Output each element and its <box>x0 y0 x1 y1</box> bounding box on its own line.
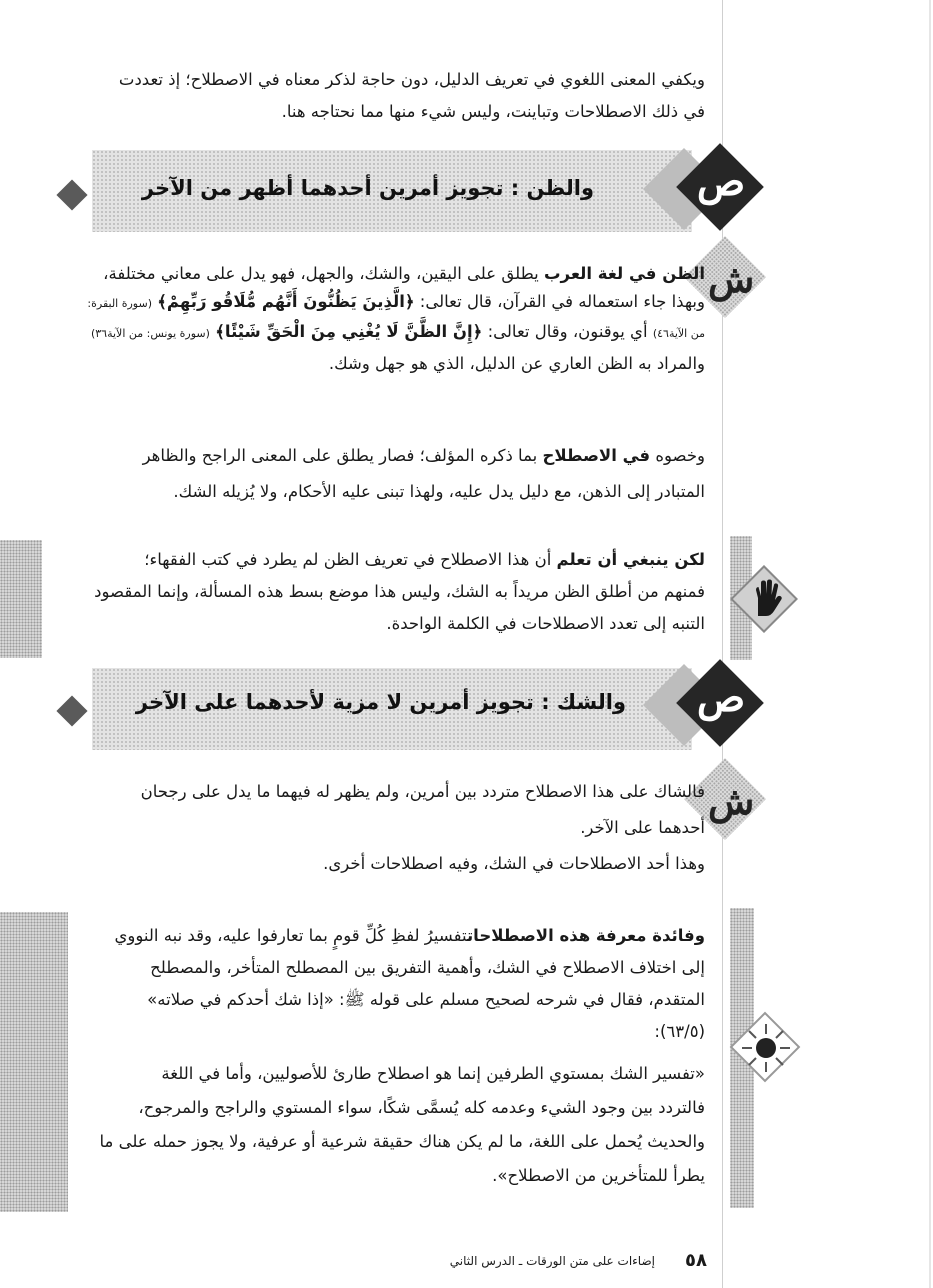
sun-icon <box>738 1020 794 1076</box>
dhann-term-line-2: المتبادر إلى الذهن، مع دليل يدل عليه، ولهذا تبنى عليه الأحكام، ولا يُزيله الشك. <box>173 482 705 501</box>
dhann-term-lead: في الاصطلاح <box>542 446 651 465</box>
running-title: إضاءات على متن الورقات ـ الدرس الثاني <box>449 1254 655 1268</box>
note-line-3: التنبه إلى تعدد الاصطلاحات في الكلمة الواحدة. <box>386 614 705 633</box>
dhann-lang-line-3 <box>85 324 705 356</box>
dhann-lang-line-2 <box>85 294 705 324</box>
band-end-diamond-1 <box>56 179 87 210</box>
benefit-side-strip <box>0 912 68 1212</box>
dhann-lang-line-1-text: يطلق على اليقين، والشك، والجهل، فهو يدل على معاني مختلفة، <box>103 264 539 283</box>
quran-ref-1a: (سورة البقرة: <box>87 297 152 310</box>
hand-icon <box>746 578 786 620</box>
benefit-paragraph <box>85 928 705 1185</box>
intro-line-2: في ذلك الاصطلاحات وتباينت، وليس شيء منها مما نحتاجه هنا. <box>281 102 705 121</box>
shakk-line-2: أحدهما على الآخر. <box>580 818 705 837</box>
quran-ref-2: (سورة يونس: من الآية٣٦) <box>90 327 210 340</box>
dhann-lang-lead: الظن في لغة العرب <box>543 264 705 283</box>
dhann-term-line-1-text: بما ذكره المؤلف؛ فصار يطلق على المعنى الراجح والظاهر <box>142 446 538 465</box>
shin-letter-2: ش <box>708 778 755 823</box>
note-line-1-text: أن هذا الاصطلاح في تعريف الظن لم يطرد في كتب الفقهاء؛ <box>144 550 552 569</box>
benefit-line-1-text: تفسيرُ لفظِ كُلِّ قومٍ بما تعارفوا عليه، وقد نبه النووي <box>114 926 467 945</box>
note-lead: لكن ينبغي أن تعلم <box>556 550 705 569</box>
quote-line-1: «تفسير الشك بمستوي الطرفين إنما هو اصطلاح طارئ للأصوليين، وأما في اللغة <box>161 1064 705 1083</box>
benefit-line-4: (٦٣/٥): <box>654 1022 705 1041</box>
quote-line-3: والحديث يُحمل على اللغة، ما لم يكن هناك حقيقة شرعية أو عرفية، ولا يجوز حمله على ما <box>99 1132 705 1151</box>
shakk-heading: والشك : تجويز أمرين لا مزية لأحدهما على الآخر <box>135 690 626 714</box>
note-line-2: فمنهم من أطلق الظن مريداً به الشك، وليس هذا موضع بسط هذه المسألة، وإنما المقصود <box>94 582 705 601</box>
dhann-lang-line-1 <box>85 266 705 294</box>
quran-verse-1: ﴿الَّذِينَ يَظُنُّونَ أَنَّهُم مُّلَاقُو رَبِّهِمْ﴾ <box>157 292 415 311</box>
benefit-line-3: المتقدم، فقال في شرحه لصحيح مسلم على قوله ﷺ: «إذا شك أحدكم في صلاته» <box>147 990 705 1009</box>
quote-line-4: يطرأ للمتأخرين من الاصطلاح». <box>492 1166 705 1185</box>
intro-line-1: ويكفي المعنى اللغوي في تعريف الدليل، دون حاجة لذكر معناه في الاصطلاح؛ إذ تعددت <box>118 70 705 89</box>
dhann-lang-line-4: والمراد به الظن العاري عن الدليل، الذي هو جهل وشك. <box>328 354 705 373</box>
benefit-line-1 <box>85 928 705 960</box>
shakk-paragraph <box>85 784 705 873</box>
page-edge-line-outer <box>929 0 931 1288</box>
benefit-lead: وفائدة معرفة هذه الاصطلاحات <box>466 926 705 945</box>
intro-paragraph <box>85 72 705 121</box>
quran-verse-2: ﴿إِنَّ الظَّنَّ لَا يُغْنِي مِنَ الْحَقِّ شَيْئًا﴾ <box>215 322 483 341</box>
band-end-diamond-2 <box>56 695 87 726</box>
note-paragraph <box>85 552 705 633</box>
dhann-term-pre: وخصوه <box>655 446 705 465</box>
shin-letter-1: ش <box>708 256 755 301</box>
page-number: ٥٨ <box>685 1250 707 1271</box>
dhann-lang-line-2-text: وبهذا جاء استعماله في القرآن، قال تعالى: <box>419 292 705 311</box>
sad-letter-1: ص <box>696 158 746 205</box>
shakk-line-3: وهذا أحد الاصطلاحات في الشك، وفيه اصطلاحات أخرى. <box>323 854 705 873</box>
dhann-term-line-1 <box>85 448 705 484</box>
quote-line-2: فالتردد بين وجود الشيء وعدمه كله يُسمَّى شكًا، سواء المستوي والراجح والمرجوح، <box>138 1098 705 1117</box>
benefit-line-2: إلى اختلاف الاصطلاح في الشك، وأهمية التفريق بين المصطلح المتأخر، والمصطلح <box>150 958 705 977</box>
dhann-heading: والظن : تجويز أمرين أحدهما أظهر من الآخر <box>141 176 594 200</box>
dhann-term-paragraph <box>85 448 705 501</box>
note-line-1 <box>85 552 705 584</box>
quran-ref-1b: من الآية٤٦) <box>652 327 705 340</box>
sad-letter-2: ص <box>696 674 746 721</box>
dhann-lang-line-3-text: أي يوقنون، وقال تعالى: <box>487 322 648 341</box>
shakk-line-1: فالشاك على هذا الاصطلاح متردد بين أمرين، ولم يظهر له فيهما ما يدل على رجحان <box>140 782 705 801</box>
dhann-language-paragraph <box>85 266 705 373</box>
note-side-strip <box>0 540 42 658</box>
